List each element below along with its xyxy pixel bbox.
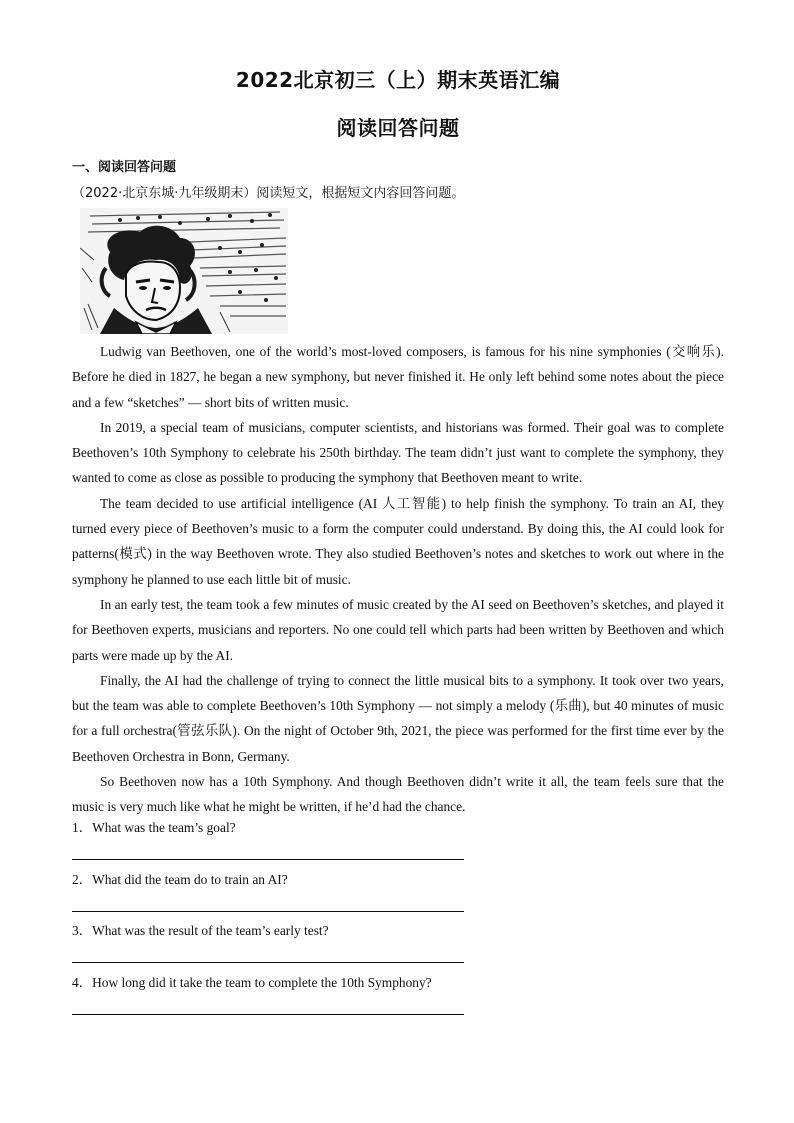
passage-paragraph: So Beethoven now has a 10th Symphony. And though Beethoven didn’t write it all, the team feels sure that the music is very much like what he might be written, if he’d had the chance. xyxy=(72,774,724,815)
answer-line[interactable] xyxy=(72,859,464,860)
question-item xyxy=(72,973,724,1025)
document-title: 2022北京初三（上）期末英语汇编 xyxy=(235,68,561,92)
beethoven-portrait-image xyxy=(80,208,288,334)
section-heading: 一、阅读回答问题 xyxy=(72,160,177,175)
beethoven-portrait-sketch-icon xyxy=(80,208,288,334)
passage-paragraph: In 2019, a special team of musicians, computer scientists, and historians was formed. Their goal was to complete Beethoven’s 10th Symphony to celebrate his 250th birthday. The team didn’t just want to complete the symphony, they wanted to come as close as possible to producing the symphony that Beethoven meant to write. xyxy=(72,419,724,486)
answer-line[interactable] xyxy=(72,911,464,912)
question-list xyxy=(72,818,724,1024)
passage-paragraph: In an early test, the team took a few minutes of music created by the AI seed on Beethoven’s sketches, and played it for Beethoven experts, musicians and reporters. No one could tell which parts had been written by Beethoven and which parts were made up by the AI. xyxy=(72,596,724,663)
answer-line[interactable] xyxy=(72,1014,464,1015)
answer-line[interactable] xyxy=(72,962,464,963)
question-item xyxy=(72,870,724,922)
question-text: 4．How long did it take the team to complete the 10th Symphony? xyxy=(72,974,432,990)
question-text: 2．What did the team do to train an AI? xyxy=(72,871,288,887)
question-item xyxy=(72,818,724,870)
question-source: （2022·北京东城·九年级期末）阅读短文，根据短文内容回答问题。 xyxy=(72,186,465,201)
question-text: 3．What was the result of the team’s early test? xyxy=(72,923,329,938)
passage-paragraph: Finally, the AI had the challenge of trying to connect the little musical bits to a symphony. It took over two years, but the team was able to complete Beethoven’s 10th Symphony — not simply a melody (乐曲), but 40 minutes of music for a full orchestra(管弦乐队). On the night of October 9th, 2021, the piece was performed for the first time ever by the Beethoven Orchestra in Bonn, Germany. xyxy=(72,672,724,764)
passage-paragraph: The team decided to use artificial intelligence (AI 人工智能) to help finish the symphony. To train an AI, they turned every piece of Beethoven’s music to a form the computer could understand. By doing this, the AI could look for patterns(模式) in the way Beethoven wrote. They also studied Beethoven’s notes and sketches to work out where in the symphony he planned to use each little bit of music. xyxy=(72,495,724,587)
passage-paragraph: Ludwig van Beethoven, one of the world’s most-loved composers, is famous for his nine symphonies (交响乐). Before he died in 1827, he began a new symphony, but never finished it. He only left behind some notes about the piece and a few “sketches” — short bits of written music. xyxy=(72,344,724,410)
question-text: 1．What was the team’s goal? xyxy=(72,820,236,835)
question-item xyxy=(72,921,724,973)
document-subtitle: 阅读回答问题 xyxy=(336,116,460,140)
reading-passage xyxy=(72,339,724,820)
